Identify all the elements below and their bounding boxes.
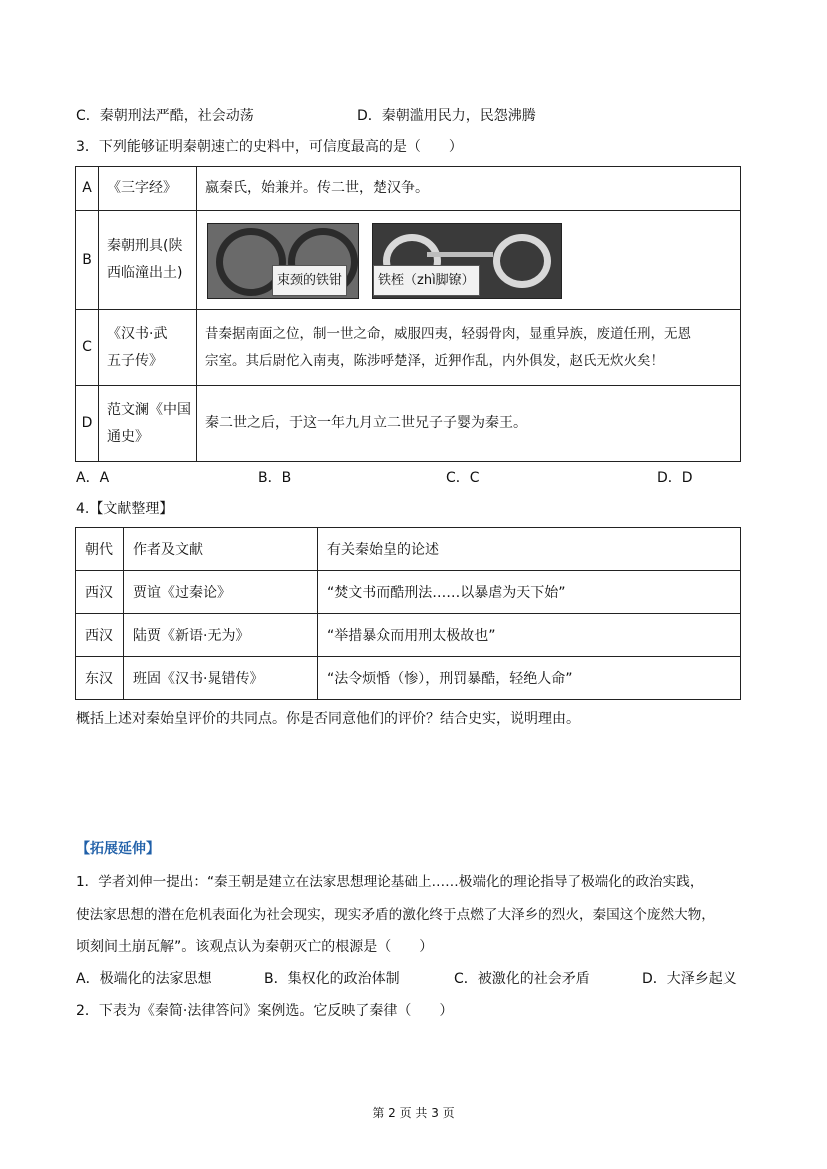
shackles-photo	[372, 223, 562, 299]
content-cell: 嬴秦氏，始兼并。传二世，楚汉争。	[197, 167, 741, 211]
table-row	[76, 657, 741, 700]
dynasty-cell: 西汉	[76, 614, 124, 657]
source-line: 西临潼出土)	[107, 265, 183, 281]
quote-cell: “举措暴众而用刑太极故也”	[318, 614, 741, 657]
quote-cell: “焚文书而酷刑法……以暴虐为天下始”	[318, 571, 741, 614]
source-cell	[99, 386, 197, 462]
column-header: 朝代	[76, 528, 124, 571]
column-header: 有关秦始皇的论述	[318, 528, 741, 571]
table-row	[76, 614, 741, 657]
source-line: 五子传》	[107, 352, 163, 369]
source-cell: 《三字经》	[99, 167, 197, 211]
quote-cell: “法令烦惛（惨），刑罚暴酷，轻绝人命”	[318, 657, 741, 700]
page-footer: 第 2 页 共 3 页	[372, 1106, 455, 1120]
ext-q1-option-d: D．大泽乡起义	[642, 971, 737, 987]
q4-prompt: 概括上述对秦始皇评价的共同点。你是否同意他们的评价？结合史实，说明理由。	[76, 711, 580, 727]
source-line: 通史》	[107, 428, 149, 445]
source-line: 《汉书·武	[107, 325, 168, 342]
author-cell: 陆贾《新语·无为》	[124, 614, 318, 657]
author-cell: 班固《汉书·晁错传》	[124, 657, 318, 700]
q3-option-d: D．D	[657, 470, 693, 486]
table-row	[76, 386, 741, 462]
content-line: 昔秦据南面之位，制一世之命，威服四夷，轻弱骨肉，显重异族，废道任刑，无恩	[205, 325, 691, 342]
q3-option-c: C．C	[446, 470, 480, 486]
table-row	[76, 167, 741, 211]
content-line: 宗室。其后尉佗入南夷，陈涉呼楚泽，近狎作乱，内外俱发，赵氏无炊火矣！	[205, 352, 664, 369]
ext-q1-line: 使法家思想的潜在危机表面化为社会现实，现实矛盾的激化终于点燃了大泽乡的烈火，秦国这个庞然大物，	[76, 907, 715, 923]
dynasty-cell: 东汉	[76, 657, 124, 700]
ext-q1-line: 顷刻间土崩瓦解”。该观点认为秦朝灭亡的根源是（ ）	[76, 939, 434, 955]
row-letter: A	[76, 167, 99, 211]
author-cell: 贾谊《过秦论》	[124, 571, 318, 614]
q3-option-a: A．A	[76, 470, 110, 486]
table-row	[76, 310, 741, 386]
ext-q1-option-c: C．被激化的社会矛盾	[454, 971, 590, 987]
q3-stem: 3．下列能够证明秦朝速亡的史料中，可信度最高的是（ ）	[76, 139, 463, 155]
q3-source-table	[75, 166, 741, 462]
iron-collar-photo	[207, 223, 359, 299]
column-header: 作者及文献	[124, 528, 318, 571]
photo-caption: 铁桎（zhì脚镣）	[373, 265, 480, 296]
dynasty-cell: 西汉	[76, 571, 124, 614]
table-row	[76, 571, 741, 614]
q2-option-c: C．秦朝刑法严酷，社会动荡	[76, 108, 254, 124]
q3-option-b: B．B	[258, 470, 292, 486]
source-line: 范文澜《中国	[107, 401, 191, 418]
image-cell	[197, 211, 741, 310]
ext-q1-line: 1．学者刘伸一提出：“秦王朝是建立在法家思想理论基础上……极端化的理论指导了极端化的政治实践，	[76, 874, 704, 890]
shackle-ring-icon	[493, 234, 551, 288]
row-letter: B	[76, 211, 99, 310]
source-cell	[99, 211, 197, 310]
q4-title: 4.【文献整理】	[76, 501, 174, 517]
content-cell	[197, 310, 741, 386]
ext-q2-stem: 2．下表为《秦简·法律答问》案例选。它反映了秦律（ ）	[76, 1003, 454, 1019]
q2-option-d: D．秦朝滥用民力，民怨沸腾	[357, 108, 536, 124]
source-line: 秦朝刑具(陕	[107, 238, 183, 254]
q4-literature-table	[75, 527, 741, 700]
ext-q1-option-a: A．极端化的法家思想	[76, 971, 212, 987]
row-letter: C	[76, 310, 99, 386]
row-letter: D	[76, 386, 99, 462]
table-row	[76, 211, 741, 310]
source-cell	[99, 310, 197, 386]
chain-bar	[427, 252, 493, 257]
photo-caption: 束颈的铁钳	[272, 265, 347, 296]
content-cell: 秦二世之后，于这一年九月立二世兄子子婴为秦王。	[197, 386, 741, 462]
ext-q1-option-b: B．集权化的政治体制	[264, 971, 400, 987]
extension-heading: 【拓展延伸】	[76, 841, 160, 857]
table-header-row	[76, 528, 741, 571]
